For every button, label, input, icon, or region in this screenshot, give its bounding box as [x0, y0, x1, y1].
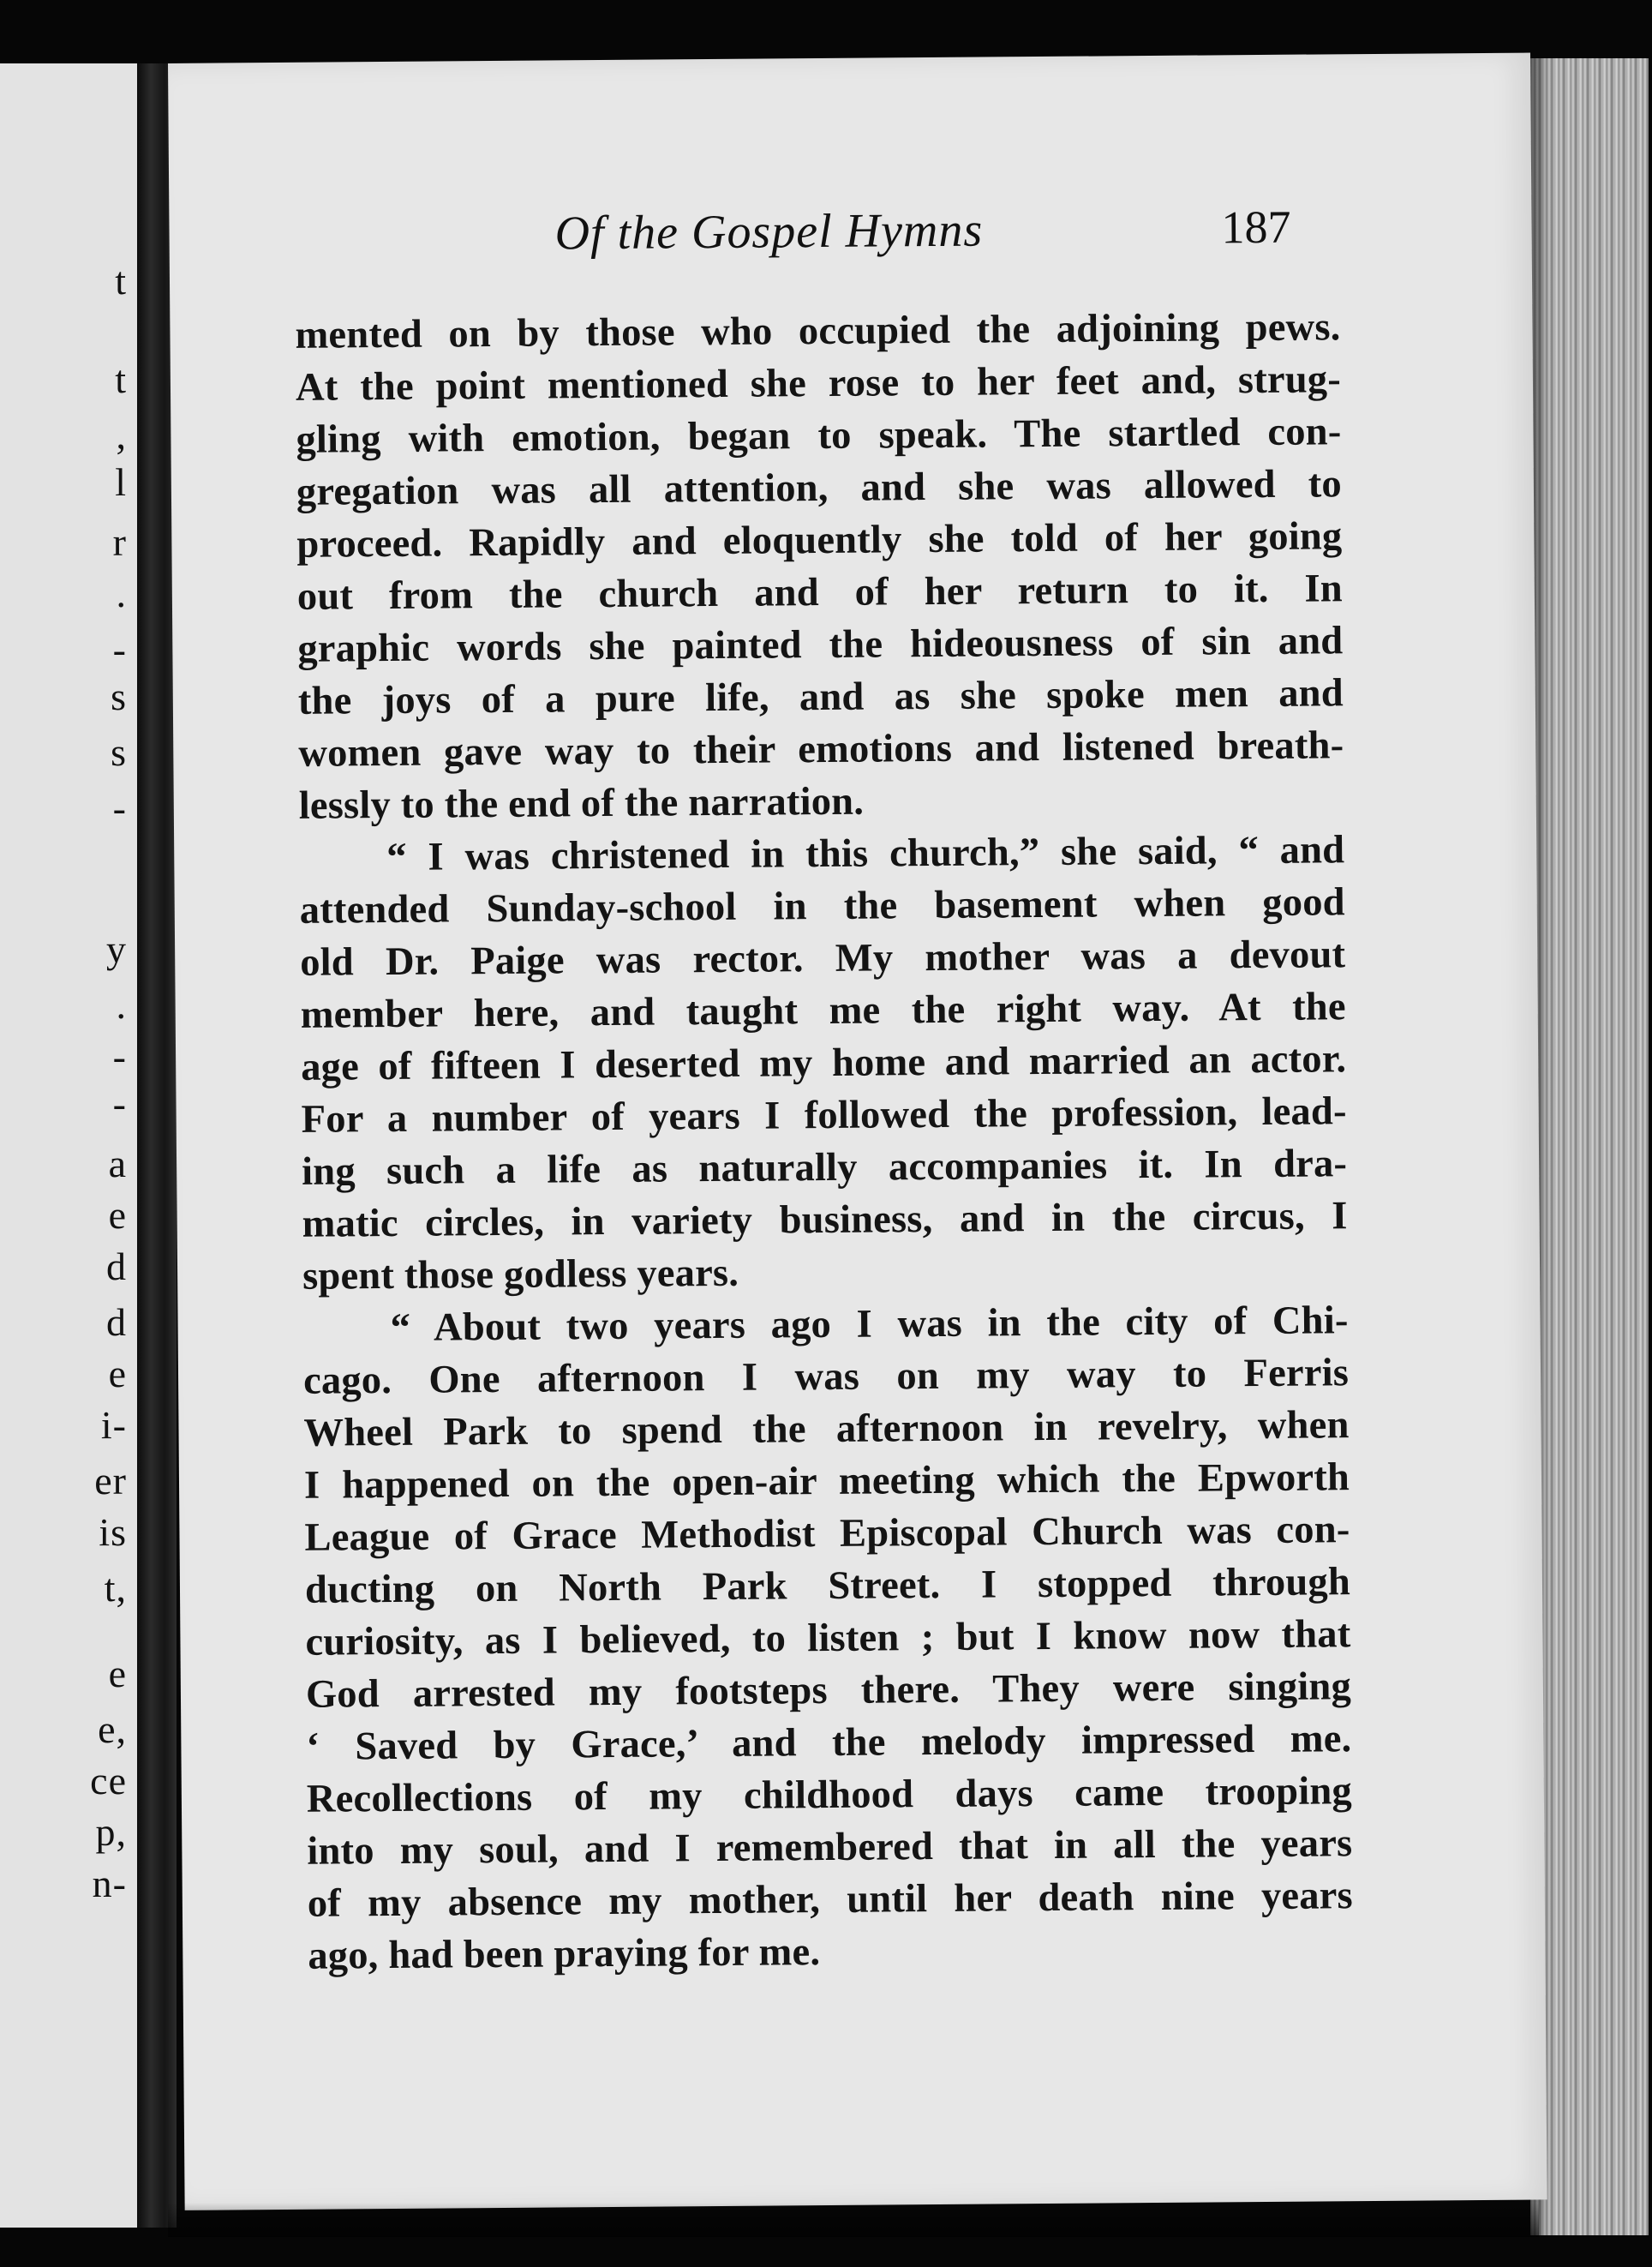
previous-page-line-end: er — [94, 1459, 127, 1502]
previous-page-line-end: s — [111, 730, 127, 774]
text-line: attended Sunday-school in the basement when good — [299, 880, 1345, 933]
text-line: member here, and taught me the right way. At the — [300, 985, 1346, 1037]
previous-page-line-end: is — [99, 1510, 127, 1554]
text-line: the joys of a pure life, and as she spoke men and — [297, 671, 1344, 723]
previous-page-line-end: d — [106, 1300, 127, 1344]
previous-page-line-end: t — [115, 357, 127, 401]
text-line: ‘ Saved by Grace,’ and the melody impressed me. — [306, 1717, 1352, 1769]
text-line: cago. One afternoon I was on my way to Ferris — [302, 1351, 1350, 1403]
text-line: of my absence my mother, until her death nine years — [307, 1874, 1354, 1926]
book-page — [168, 53, 1547, 2210]
bottom-shadow — [168, 2203, 1539, 2237]
text-line: ducting on North Park Street. I stopped through — [304, 1560, 1351, 1612]
text-line: into my soul, and I remembered that in all the years — [307, 1821, 1353, 1874]
text-line: women gave way to their emotions and listened breath- — [298, 723, 1344, 776]
text-line: For a number of years I followed the profession, lead- — [301, 1089, 1347, 1142]
previous-page-line-end: y — [106, 927, 127, 971]
text-line: ing such a life as naturally accompanies it. In dra- — [301, 1142, 1348, 1194]
text-line: gling with emotion, began to speak. The startled con- — [296, 410, 1342, 462]
previous-page-line-end: ce — [90, 1759, 127, 1802]
text-line: out from the church and of her return to it. In — [296, 567, 1344, 619]
text-line: I happened on the open-air meeting which the Epworth — [303, 1455, 1350, 1508]
previous-page-line-end: d — [106, 1244, 127, 1288]
text-line: old Dr. Paige was rector. My mother was a devout — [300, 933, 1346, 985]
previous-page-line-end: r — [112, 520, 127, 564]
previous-page-line-end: - — [112, 1035, 127, 1078]
previous-page-line-end: e — [108, 1193, 127, 1237]
previous-page-line-end: e, — [98, 1707, 127, 1751]
text-line: God arrested my footsteps there. They were singing — [305, 1664, 1352, 1717]
previous-page-line-end: . — [116, 983, 127, 1027]
previous-page-line-end: i- — [100, 1403, 127, 1447]
previous-page-line-end: - — [112, 627, 127, 671]
text-line: lessly to the end of the narration. — [298, 779, 865, 828]
text-line: “ I was christened in this church,” she said, “ and — [386, 828, 1345, 880]
text-line: Wheel Park to spend the afternoon in revelry, when — [303, 1403, 1350, 1455]
text-line: proceed. Rapidly and eloquently she told of her going — [296, 514, 1343, 567]
text-line: age of fifteen I deserted my home and married an actor. — [301, 1037, 1347, 1089]
text-line: League of Grace Methodist Episcopal Church was con- — [304, 1508, 1350, 1560]
text-line: spent those godless years. — [302, 1250, 739, 1298]
previous-page-line-end: a — [108, 1142, 127, 1185]
previous-page-line-end: . — [116, 572, 127, 615]
previous-page-line-end: n- — [92, 1862, 127, 1905]
previous-page-line-end: l — [115, 460, 127, 504]
text-line: gregation was all attention, and she was allowed to — [296, 462, 1343, 514]
body-text — [295, 301, 1353, 1982]
previous-page-line-end: e — [108, 1652, 127, 1695]
previous-page-line-end: t — [115, 259, 127, 303]
running-title: Of the Gospel Hymns — [554, 203, 984, 261]
previous-page-line-end: p, — [95, 1810, 127, 1854]
previous-page-line-end: t, — [104, 1566, 127, 1610]
text-line: curiosity, as I believed, to listen ; but I know now that — [305, 1612, 1351, 1664]
text-line: mented on by those who occupied the adjoining pews. — [295, 305, 1341, 357]
text-line: “ About two years ago I was in the city of Chi- — [390, 1298, 1349, 1351]
page-number: 187 — [1221, 201, 1291, 254]
text-line: At the point mentioned she rose to her feet and, strug- — [295, 357, 1342, 410]
previous-page-fragment — [0, 63, 137, 2228]
previous-page-line-end: - — [112, 1082, 127, 1125]
previous-page-line-end: , — [116, 413, 127, 457]
previous-page-line-end: - — [112, 786, 127, 830]
text-line: ago, had been praying for me. — [308, 1930, 821, 1978]
text-line: graphic words she painted the hideousness of sin and — [297, 619, 1344, 671]
text-line: Recollections of my childhood days came trooping — [306, 1769, 1353, 1821]
previous-page-line-end: s — [111, 675, 127, 718]
previous-page-line-end: e — [108, 1352, 127, 1395]
text-line: matic circles, in variety business, and in the circus, I — [302, 1194, 1348, 1246]
running-head — [169, 199, 1532, 286]
